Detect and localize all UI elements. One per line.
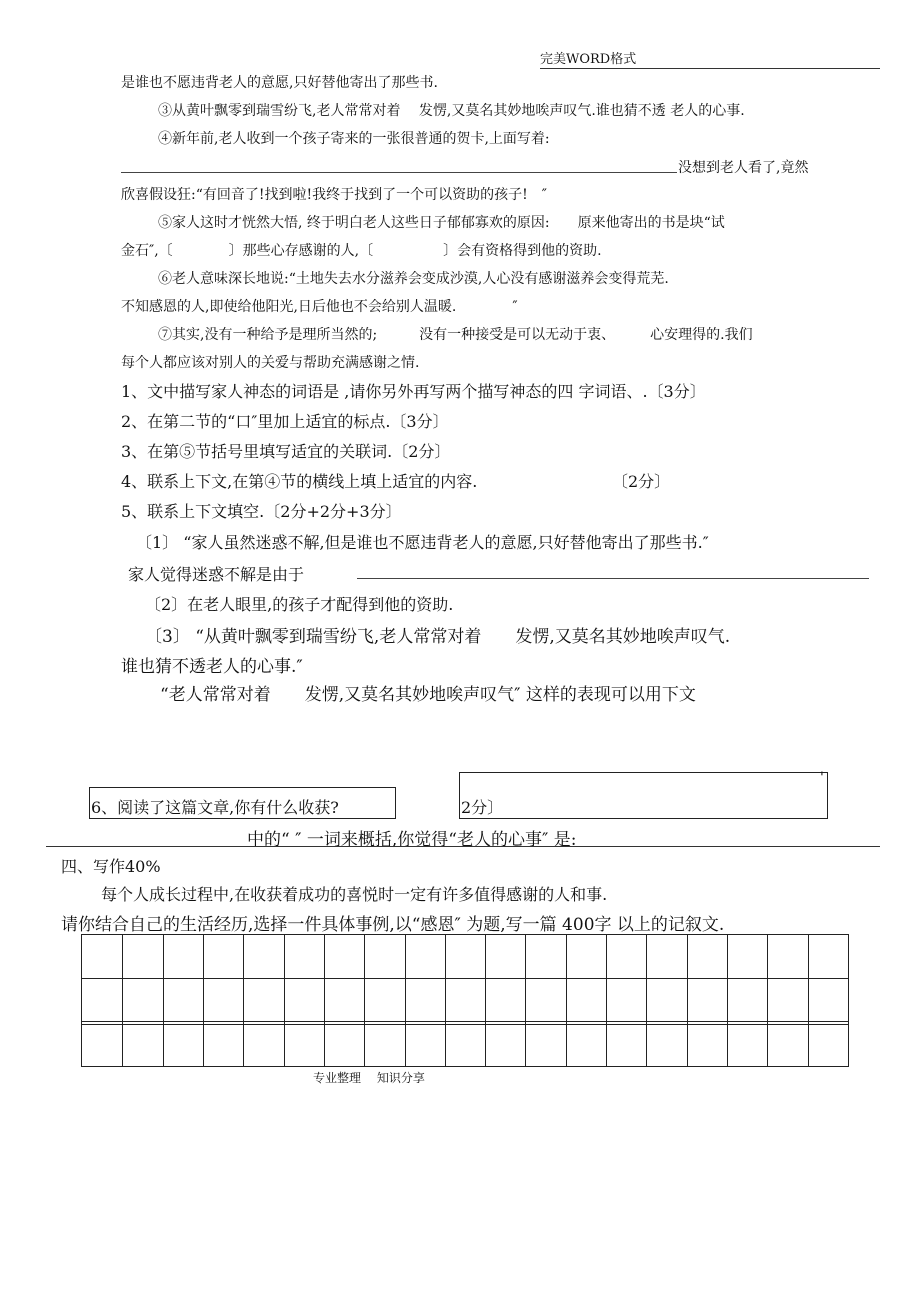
- question-6-score: 2分〕: [461, 798, 504, 817]
- grid-column-line: [445, 935, 446, 1066]
- question-5-3-continuation: 中的“ ″ 一词来概括,你觉得“老人的心事″ 是:: [247, 830, 577, 850]
- grid-column-line: [324, 935, 325, 1066]
- page-footer: 专业整理 知识分享: [313, 1071, 425, 1085]
- writing-instruction-2: 请你结合自己的生活经历,选择一件具体事例,以“感恩″ 为题,写一篇 400字 以上的记叙文.: [61, 915, 725, 935]
- section-divider: [46, 846, 880, 847]
- grid-column-line: [606, 935, 607, 1066]
- question-5: 5、联系上下文填空.〔2分+2分+3分〕: [121, 502, 402, 521]
- question-3: 3、在第⑤节括号里填写适宜的关联词.〔2分〕: [121, 442, 451, 461]
- question-1: 1、文中描写家人神态的词语是 ,请你另外再写两个描写神态的四 字词语、.〔3分〕: [121, 382, 706, 401]
- tick-mark: ': [820, 770, 824, 786]
- grid-column-line: [687, 935, 688, 1066]
- question-5-3-line: 谁也猜不透老人的心事.″: [121, 657, 303, 677]
- passage-para-4: ④新年前,老人收到一个孩子寄来的一张很普通的贺卡,上面写着:: [158, 131, 550, 147]
- grid-column-line: [525, 935, 526, 1066]
- question-2: 2、在第二节的“口″里加上适宜的标点.〔3分〕: [121, 412, 449, 431]
- passage-line: 每个人都应该对别人的关爱与帮助充满感谢之情.: [121, 355, 420, 371]
- grid-column-line: [243, 935, 244, 1066]
- passage-line: 是谁也不愿违背老人的意愿,只好替他寄出了那些书.: [121, 75, 438, 91]
- question-4-score: 〔2分〕: [612, 472, 671, 491]
- passage-para-6: ⑥老人意味深长地说:“土地失去水分滋养会变成沙漠,人心没有感谢滋养会变得荒芜.: [158, 271, 669, 287]
- question-5-1-prompt: 家人觉得迷惑不解是由于: [128, 565, 305, 584]
- grid-column-line: [808, 935, 809, 1066]
- grid-column-line: [727, 935, 728, 1066]
- grid-column-line: [485, 935, 486, 1066]
- writing-grid[interactable]: [81, 934, 849, 1067]
- passage-line: 欣喜假设狂:“有回音了!找到啦!我终于找到了一个可以资助的孩子! ″: [121, 187, 547, 203]
- passage-para-7: ⑦其实,没有一种给予是理所当然的; 没有一种接受是可以无动于衷、 心安理得的.我们: [158, 327, 753, 343]
- grid-column-line: [364, 935, 365, 1066]
- question-5-3-prompt: “老人常常对着 发愣,又莫名其妙地唉声叹气″ 这样的表现可以用下文: [160, 685, 696, 705]
- writing-instruction-1: 每个人成长过程中,在收获着成功的喜悦时一定有许多值得感谢的人和事.: [101, 885, 608, 904]
- answer-line[interactable]: [357, 578, 869, 579]
- grid-column-line: [566, 935, 567, 1066]
- fill-blank-line[interactable]: [121, 172, 677, 173]
- question-6: 6、阅读了这篇文章,你有什么收获?: [91, 798, 339, 817]
- passage-line: 不知感恩的人,即使给他阳光,日后他也不会给别人温暖. ″: [121, 299, 518, 315]
- section-heading: 四、写作40%: [61, 857, 161, 876]
- grid-column-line: [163, 935, 164, 1066]
- passage-para-5: ⑤家人这时才恍然大悟, 终于明白老人这些日子郁郁寡欢的原因: 原来他寄出的书是块“试: [158, 215, 725, 231]
- passage-line: 金石″,〔 〕那些心存感谢的人,〔 〕会有资格得到他的资助.: [121, 243, 602, 259]
- grid-column-line: [767, 935, 768, 1066]
- answer-box[interactable]: [459, 772, 828, 819]
- question-5-2: 〔2〕在老人眼里,的孩子才配得到他的资助.: [145, 595, 454, 614]
- passage-para-3: ③从黄叶飘零到瑞雪纷飞,老人常常对着 发愣,又莫名其妙地唉声叹气.谁也猜不透 老人的心事.: [158, 103, 745, 119]
- question-5-3: 〔3〕 “从黄叶飘零到瑞雪纷飞,老人常常对着 发愣,又莫名其妙地唉声叹气.: [145, 627, 731, 647]
- page-header: 完美WORD格式: [540, 48, 880, 69]
- question-5-1: 〔1〕 “家人虽然迷惑不解,但是谁也不愿违背老人的意愿,只好替他寄出了那些书.″: [136, 533, 709, 552]
- grid-column-line: [405, 935, 406, 1066]
- grid-column-line: [284, 935, 285, 1066]
- question-4: 4、联系上下文,在第④节的横线上填上适宜的内容.: [121, 472, 478, 491]
- grid-column-line: [203, 935, 204, 1066]
- passage-line: 没想到老人看了,竟然: [678, 160, 809, 176]
- grid-column-line: [646, 935, 647, 1066]
- grid-column-line: [122, 935, 123, 1066]
